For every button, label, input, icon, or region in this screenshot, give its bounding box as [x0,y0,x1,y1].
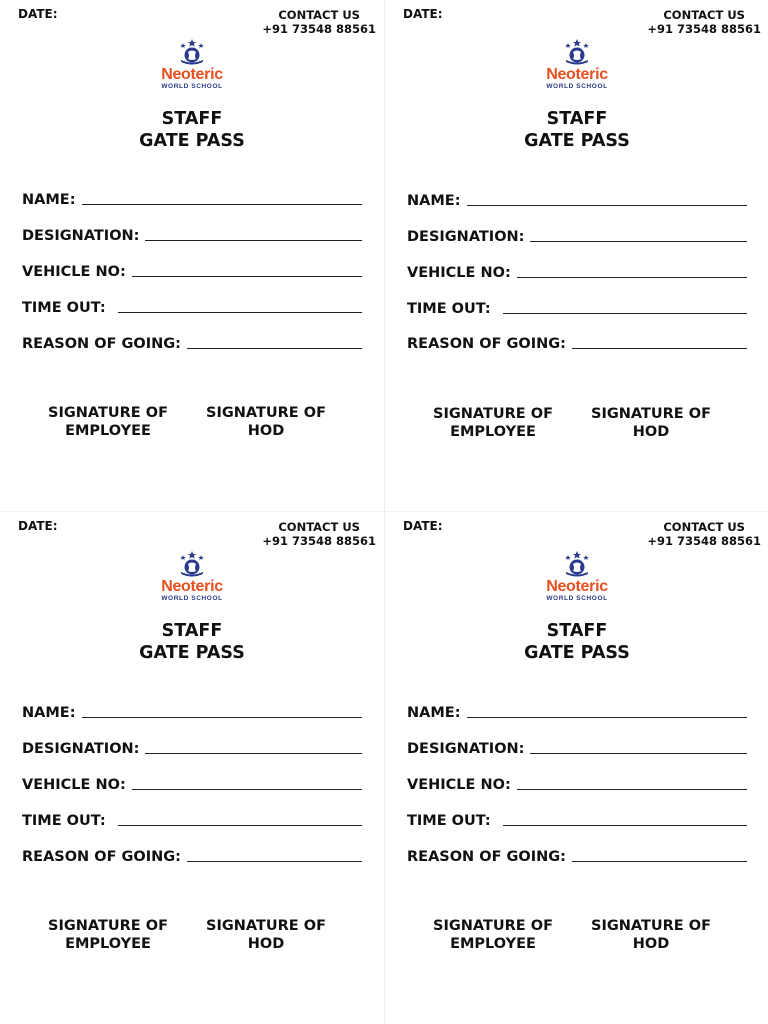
gate-pass-card [0,512,384,1024]
pass-title [385,620,768,664]
reason-label: REASON OF GOING: [22,336,181,352]
school-crest-icon [177,550,207,578]
time-out-label: TIME OUT: [22,813,106,829]
designation-field[interactable] [22,225,362,245]
contact-title: CONTACT US [663,520,745,534]
designation-label: DESIGNATION: [407,229,525,245]
name-field[interactable] [407,702,747,722]
employee-signature-line1: SIGNATURE OF [433,918,553,934]
hod-signature-line1: SIGNATURE OF [206,918,326,934]
contact-title: CONTACT US [278,8,360,22]
logo-subtitle: WORLD SCHOOL [161,595,223,602]
hod-signature-line1: SIGNATURE OF [206,405,326,421]
designation-label: DESIGNATION: [22,741,140,757]
pass-title-line1: STAFF [546,109,608,129]
name-label: NAME: [22,705,76,721]
reason-label: REASON OF GOING: [407,849,566,865]
employee-signature [40,917,176,953]
time-out-input-line[interactable] [503,825,747,826]
contact-phone: +91 73548 88561 [262,22,376,36]
hod-signature [583,405,719,441]
contact-title: CONTACT US [278,520,360,534]
designation-field[interactable] [407,226,747,246]
logo-brand: Neoteric [161,578,223,595]
time-out-input-line[interactable] [503,313,747,314]
time-out-field[interactable] [22,297,362,317]
name-input-line[interactable] [82,717,363,718]
contact-block [647,8,761,36]
vehicle-no-input-line[interactable] [132,789,362,790]
logo-brand: Neoteric [161,66,223,83]
reason-input-line[interactable] [187,861,362,862]
name-field[interactable] [22,189,362,209]
employee-signature [425,917,561,953]
designation-input-line[interactable] [530,241,747,242]
hod-signature [198,404,334,440]
gate-pass-card [385,512,768,1024]
employee-signature [40,404,176,440]
pass-title-line2: GATE PASS [524,131,630,151]
vehicle-no-field[interactable] [407,262,747,282]
pass-title-line2: GATE PASS [139,643,245,663]
designation-input-line[interactable] [145,753,362,754]
school-logo [150,38,234,98]
name-label: NAME: [22,192,76,208]
pass-title [0,620,384,664]
logo-subtitle: WORLD SCHOOL [546,595,608,602]
reason-input-line[interactable] [572,348,747,349]
pass-title-line2: GATE PASS [524,643,630,663]
time-out-label: TIME OUT: [407,301,491,317]
name-label: NAME: [407,193,461,209]
vehicle-no-label: VEHICLE NO: [22,777,126,793]
time-out-input-line[interactable] [118,312,362,313]
name-input-line[interactable] [82,204,363,205]
gate-pass-card [0,0,384,512]
contact-block [262,8,376,36]
reason-field[interactable] [22,333,362,353]
vehicle-no-field[interactable] [407,774,747,794]
time-out-field[interactable] [22,810,362,830]
designation-field[interactable] [22,738,362,758]
time-out-input-line[interactable] [118,825,362,826]
vehicle-no-label: VEHICLE NO: [407,777,511,793]
vehicle-no-label: VEHICLE NO: [22,264,126,280]
school-logo [535,38,619,98]
employee-signature-line1: SIGNATURE OF [48,918,168,934]
school-logo [150,550,234,610]
contact-phone: +91 73548 88561 [647,534,761,548]
time-out-label: TIME OUT: [407,813,491,829]
vehicle-no-input-line[interactable] [517,277,747,278]
time-out-field[interactable] [407,810,747,830]
reason-label: REASON OF GOING: [407,336,566,352]
hod-signature-line2: HOD [632,936,670,952]
designation-field[interactable] [407,738,747,758]
employee-signature-line2: EMPLOYEE [450,424,536,440]
reason-label: REASON OF GOING: [22,849,181,865]
logo-subtitle: WORLD SCHOOL [161,83,223,90]
name-field[interactable] [22,702,362,722]
name-input-line[interactable] [467,205,748,206]
pass-title [385,108,768,152]
pass-title-line1: STAFF [161,621,223,641]
pass-title [0,108,384,152]
reason-input-line[interactable] [187,348,362,349]
designation-label: DESIGNATION: [22,228,140,244]
pass-title-line2: GATE PASS [139,131,245,151]
reason-field[interactable] [407,333,747,353]
logo-brand: Neoteric [546,578,608,595]
contact-block [262,520,376,548]
gate-pass-card [385,0,768,512]
school-crest-icon [177,38,207,66]
vehicle-no-input-line[interactable] [132,276,362,277]
school-crest-icon [562,38,592,66]
logo-brand: Neoteric [546,66,608,83]
logo-tagline [150,91,234,96]
reason-field[interactable] [22,846,362,866]
designation-input-line[interactable] [530,753,747,754]
reason-input-line[interactable] [572,861,747,862]
date-label: DATE: [18,7,58,21]
hod-signature-line2: HOD [247,423,285,439]
time-out-label: TIME OUT: [22,300,106,316]
school-crest-icon [562,550,592,578]
date-label: DATE: [18,519,58,533]
contact-phone: +91 73548 88561 [262,534,376,548]
vehicle-no-field[interactable] [22,261,362,281]
reason-field[interactable] [407,846,747,866]
employee-signature-line1: SIGNATURE OF [48,405,168,421]
logo-tagline [535,91,619,96]
employee-signature-line2: EMPLOYEE [450,936,536,952]
logo-subtitle: WORLD SCHOOL [546,83,608,90]
hod-signature-line2: HOD [247,936,285,952]
name-input-line[interactable] [467,717,748,718]
employee-signature-line2: EMPLOYEE [65,936,151,952]
time-out-field[interactable] [407,298,747,318]
designation-input-line[interactable] [145,240,362,241]
designation-label: DESIGNATION: [407,741,525,757]
hod-signature [583,917,719,953]
employee-signature-line1: SIGNATURE OF [433,406,553,422]
date-label: DATE: [403,519,443,533]
hod-signature-line1: SIGNATURE OF [591,918,711,934]
hod-signature-line1: SIGNATURE OF [591,406,711,422]
vehicle-no-input-line[interactable] [517,789,747,790]
vehicle-no-field[interactable] [22,774,362,794]
hod-signature [198,917,334,953]
employee-signature-line2: EMPLOYEE [65,423,151,439]
employee-signature [425,405,561,441]
vehicle-no-label: VEHICLE NO: [407,265,511,281]
contact-title: CONTACT US [663,8,745,22]
name-label: NAME: [407,705,461,721]
date-label: DATE: [403,7,443,21]
contact-phone: +91 73548 88561 [647,22,761,36]
school-logo [535,550,619,610]
logo-tagline [535,603,619,608]
logo-tagline [150,603,234,608]
hod-signature-line2: HOD [632,424,670,440]
name-field[interactable] [407,190,747,210]
pass-title-line1: STAFF [546,621,608,641]
pass-title-line1: STAFF [161,109,223,129]
contact-block [647,520,761,548]
